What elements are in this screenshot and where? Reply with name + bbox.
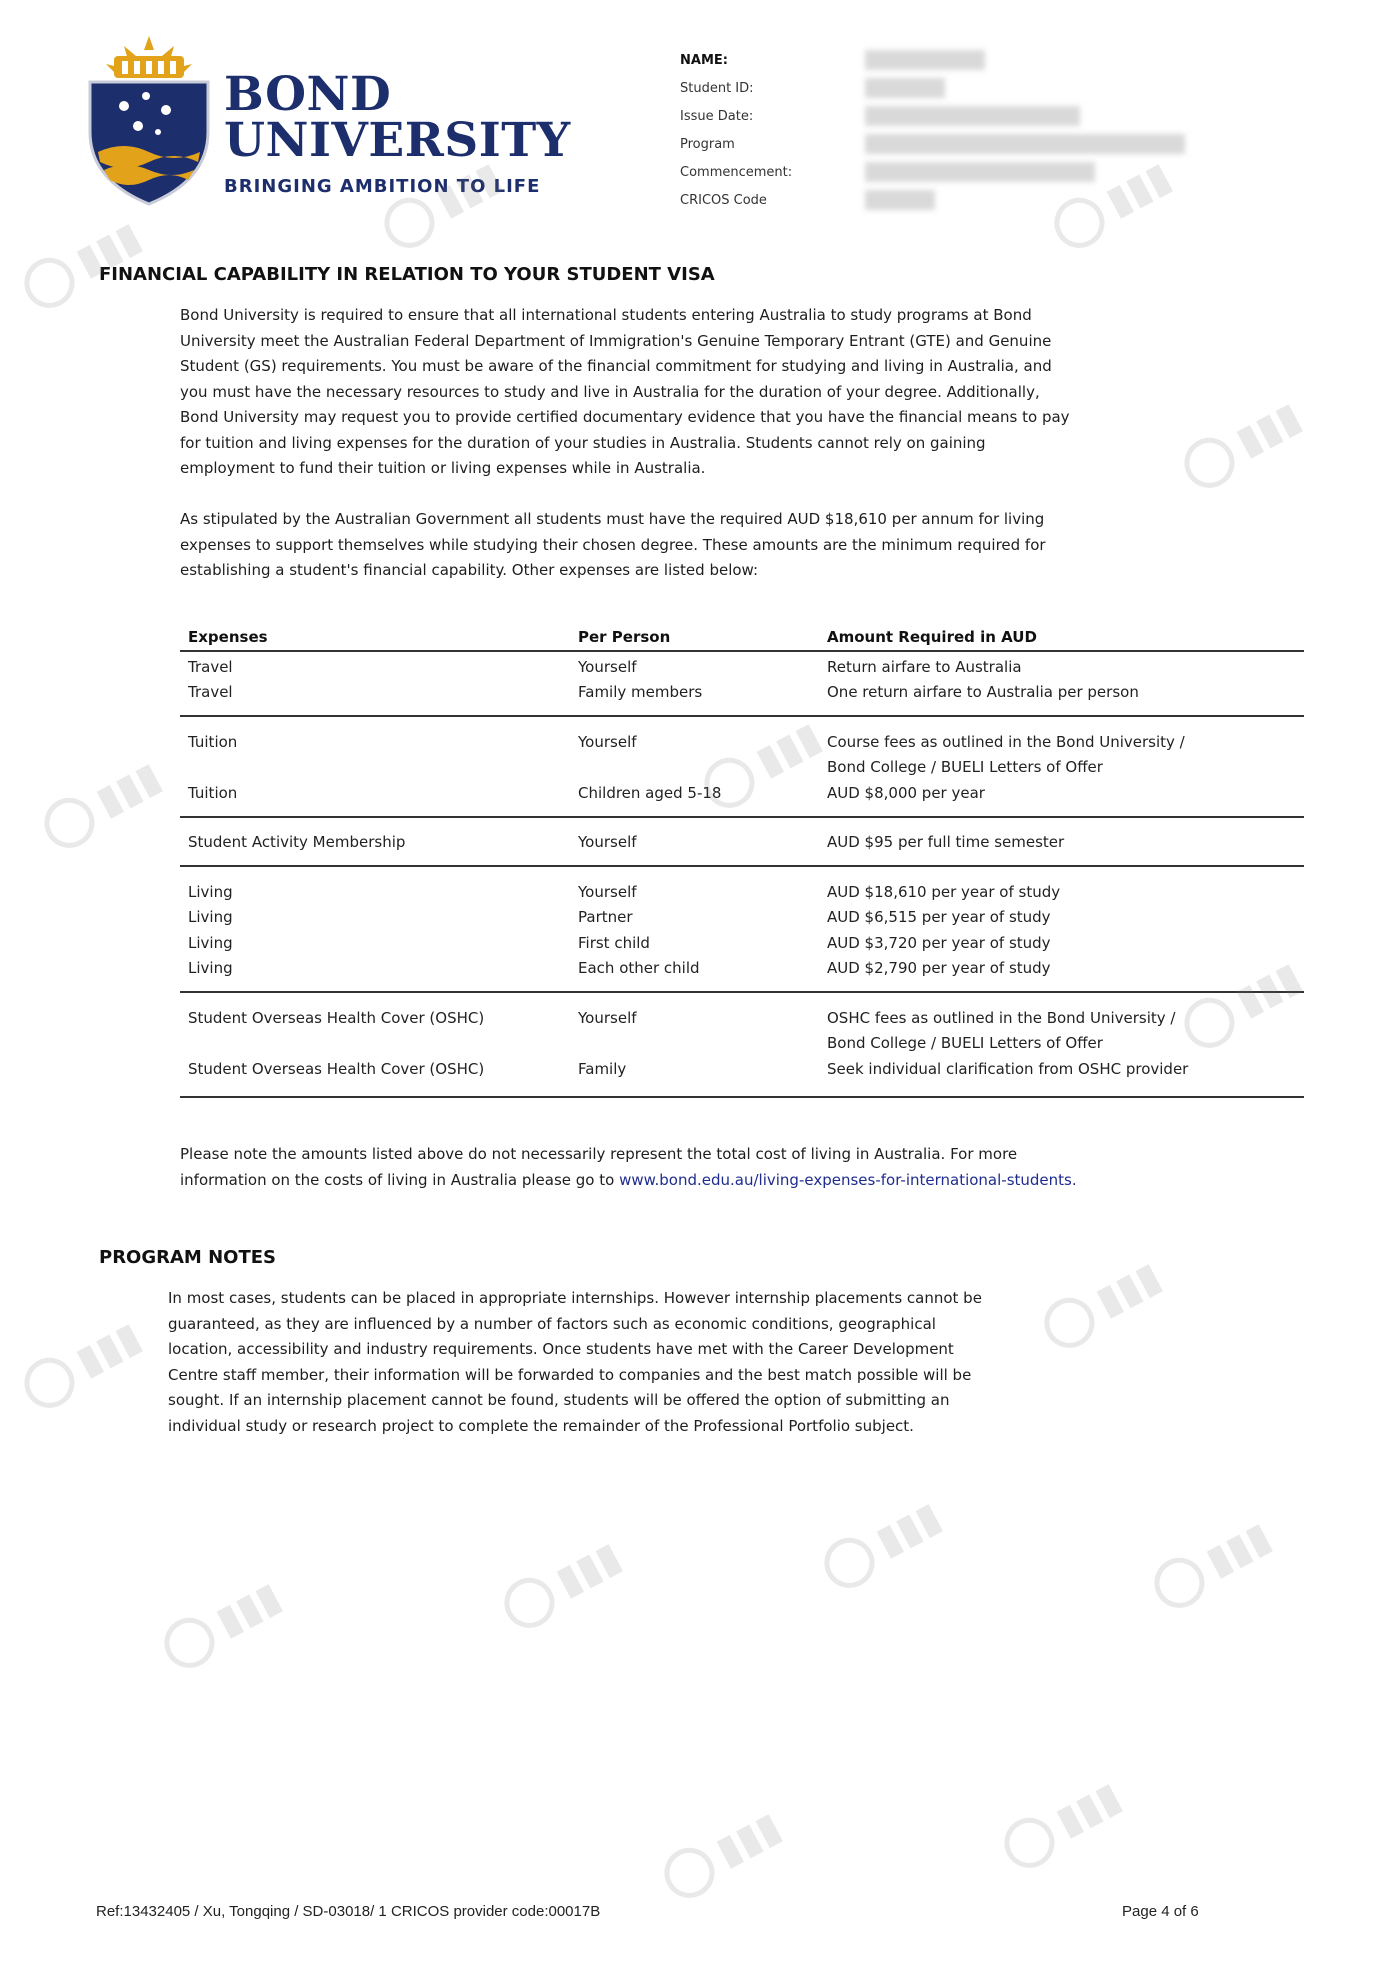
table-row	[180, 680, 1304, 706]
watermark-mark: ▮▮▮	[1046, 153, 1181, 256]
text-line: Centre staff member, their information will be forwarded to companies and the best match possible will be	[168, 1365, 972, 1384]
column-header-expenses: Expenses	[188, 628, 268, 646]
logo-line-bond: BOND	[224, 67, 392, 122]
cell-amount: Course fees as outlined in the Bond University /	[827, 732, 1185, 751]
cell-per-person: Children aged 5-18	[578, 783, 722, 802]
watermark-mark: ▮▮▮	[1036, 1253, 1171, 1356]
info-label: Commencement:	[680, 164, 793, 180]
redacted-value	[865, 162, 1095, 182]
table-group-activity	[180, 818, 1304, 868]
logo-tagline: BRINGING AMBITION TO LIFE	[224, 176, 541, 197]
text-line: expenses to support themselves while studying their chosen degree. These amounts are the minimum required for	[180, 535, 1046, 554]
cell-amount: Return airfare to Australia	[827, 657, 1022, 676]
cell-per-person: Yourself	[578, 1008, 637, 1027]
table-group-living	[180, 867, 1304, 993]
cell-expense: Tuition	[188, 732, 238, 751]
table-row	[180, 905, 1304, 931]
text-line: you must have the necessary resources to study and live in Australia for the duration of your degree. Additionally,	[180, 382, 1040, 401]
cell-expense: Living	[188, 959, 233, 978]
text-line: sought. If an internship placement cannot be found, students will be offered the option of submitting an	[168, 1391, 950, 1409]
cell-expense: Living	[188, 933, 233, 952]
cell-per-person: Yourself	[578, 657, 637, 676]
cell-amount: AUD $18,610 per year of study	[827, 882, 1061, 901]
table-group-travel	[180, 652, 1304, 717]
text-line: Student (GS) requirements. You must be aware of the financial commitment for studying and living in Australia, and	[180, 357, 1052, 375]
cell-per-person: Partner	[578, 908, 633, 927]
table-row	[180, 780, 1304, 806]
redacted-value	[865, 78, 945, 98]
watermark-mark: ▮▮▮	[996, 1773, 1131, 1876]
logo-wordmark	[224, 67, 571, 197]
watermark-mark: ▮▮▮	[376, 153, 511, 256]
table-row	[180, 930, 1304, 956]
cell-per-person: Each other child	[578, 959, 700, 978]
financial-heading: FINANCIAL CAPABILITY IN RELATION TO YOUR STUDENT VISA	[99, 264, 715, 285]
info-row-name	[680, 46, 1185, 74]
watermark-mark: ▮▮▮	[1176, 393, 1311, 496]
text-line: location, accessibility and industry requirements. Once students have met with the Career Development	[168, 1340, 954, 1358]
cell-amount: AUD $8,000 per year	[827, 783, 985, 802]
redacted-value	[865, 190, 935, 210]
info-row-commencement	[680, 158, 1185, 186]
table-row	[180, 879, 1304, 905]
column-header-per-person: Per Person	[578, 628, 671, 646]
student-info-block	[680, 46, 1185, 214]
cell-per-person: First child	[578, 933, 650, 952]
cell-per-person: Yourself	[578, 882, 637, 901]
text-line	[180, 1168, 1077, 1194]
redacted-value	[865, 134, 1185, 154]
program-notes-heading: PROGRAM NOTES	[99, 1247, 277, 1268]
watermark-mark: ▮▮▮	[656, 1803, 791, 1906]
table-row	[180, 1005, 1304, 1031]
table-row	[180, 1056, 1304, 1082]
cell-expense: Living	[188, 908, 233, 927]
info-label: Program	[680, 136, 735, 152]
cell-amount: AUD $95 per full time semester	[827, 833, 1065, 852]
text-span: information on the costs of living in Australia please go to	[180, 1170, 615, 1189]
cell-amount: Bond College / BUELI Letters of Offer	[827, 758, 1103, 777]
text-line: employment to fund their tuition or living expenses while in Australia.	[180, 459, 706, 477]
cell-per-person: Family	[578, 1059, 627, 1078]
cell-per-person: Yourself	[578, 732, 637, 751]
cost-of-living-note	[180, 1142, 1077, 1193]
cell-per-person: Family members	[578, 683, 703, 702]
watermark-mark: ▮▮▮	[16, 213, 151, 316]
info-row-program	[680, 130, 1185, 158]
financial-intro-paragraph	[180, 303, 1070, 482]
cell-per-person: Yourself	[578, 833, 637, 852]
watermark-mark: ▮▮▮	[156, 1573, 291, 1676]
text-line: for tuition and living expenses for the duration of your studies in Australia. Students cannot rely on gaining	[180, 433, 986, 452]
cell-expense: Tuition	[188, 783, 238, 802]
cell-amount: AUD $6,515 per year of study	[827, 908, 1051, 927]
cell-expense: Travel	[188, 683, 233, 702]
text-line: In most cases, students can be placed in appropriate internships. However internship placements cannot be	[168, 1289, 982, 1307]
table-row	[180, 654, 1304, 680]
cell-amount: Seek individual clarification from OSHC provider	[827, 1059, 1189, 1078]
info-label: Issue Date:	[680, 108, 754, 124]
info-label: CRICOS Code	[680, 192, 767, 208]
cell-expense: Student Overseas Health Cover (OSHC)	[188, 1008, 485, 1027]
cell-amount: AUD $3,720 per year of study	[827, 933, 1051, 952]
footer-reference: Ref:13432405 / Xu, Tongqing / SD-03018/ 1 CRICOS provider code:00017B	[96, 1903, 601, 1920]
program-notes-paragraph	[168, 1286, 982, 1439]
text-line: University meet the Australian Federal Department of Immigration's Genuine Temporary Entrant (GTE) and Genuine	[180, 331, 1052, 350]
text-line: guaranteed, as they are influenced by a number of factors such as economic conditions, geographical	[168, 1314, 936, 1333]
watermark-mark: ▮▮▮	[1146, 1513, 1281, 1616]
watermark-mark: ▮▮▮	[816, 1493, 951, 1596]
bond-university-logo	[84, 28, 571, 208]
government-requirement-paragraph	[180, 507, 1046, 584]
text-line: As stipulated by the Australian Government all students must have the required AUD $18,610 per annum for living	[180, 510, 1045, 528]
redacted-value	[865, 106, 1080, 126]
expenses-table	[180, 624, 1304, 1098]
column-header-amount: Amount Required in AUD	[827, 628, 1037, 646]
cell-amount: OSHC fees as outlined in the Bond University /	[827, 1008, 1176, 1027]
text-line: Please note the amounts listed above do not necessarily represent the total cost of living in Australia. For more	[180, 1145, 1018, 1163]
info-row-student-id	[680, 74, 1185, 102]
logo-line-university: UNIVERSITY	[224, 113, 571, 168]
table-group-oshc	[180, 993, 1304, 1098]
table-header-row	[180, 624, 1304, 652]
info-label: Student ID:	[680, 80, 754, 96]
cell-expense: Student Activity Membership	[188, 833, 406, 852]
info-label: NAME:	[680, 52, 728, 68]
table-group-tuition	[180, 717, 1304, 818]
watermark-mark: ▮▮▮	[496, 1533, 631, 1636]
cell-expense: Student Overseas Health Cover (OSHC)	[188, 1059, 485, 1078]
cell-amount: Bond College / BUELI Letters of Offer	[827, 1034, 1103, 1053]
text-line: individual study or research project to complete the remainder of the Professional Portfolio subject.	[168, 1416, 914, 1435]
crest-icon	[84, 28, 214, 208]
watermark-mark: ▮▮▮	[36, 753, 171, 856]
info-row-cricos-code	[680, 186, 1185, 214]
text-line: establishing a student's financial capability. Other expenses are listed below:	[180, 561, 759, 579]
table-row	[180, 956, 1304, 982]
redacted-value	[865, 50, 985, 70]
table-row	[180, 1031, 1304, 1057]
watermark-mark: ▮▮▮	[1176, 953, 1311, 1056]
text-line: Bond University may request you to provide certified documentary evidence that you have the financial means to pay	[180, 408, 1070, 426]
cell-expense: Living	[188, 882, 233, 901]
living-expenses-link[interactable]: www.bond.edu.au/living-expenses-for-international-students.	[619, 1170, 1077, 1189]
cell-expense: Travel	[188, 657, 233, 676]
table-row	[180, 729, 1304, 755]
text-line: Bond University is required to ensure that all international students entering Australia to study programs at Bond	[180, 306, 1032, 324]
cell-amount: AUD $2,790 per year of study	[827, 959, 1051, 978]
info-row-issue-date	[680, 102, 1185, 130]
watermark-mark: ▮▮▮	[696, 713, 831, 816]
cell-amount: One return airfare to Australia per person	[827, 683, 1139, 702]
table-row	[180, 830, 1304, 856]
watermark-mark: ▮▮▮	[16, 1313, 151, 1416]
footer-page-number: Page 4 of 6	[1122, 1903, 1199, 1920]
table-row	[180, 755, 1304, 781]
